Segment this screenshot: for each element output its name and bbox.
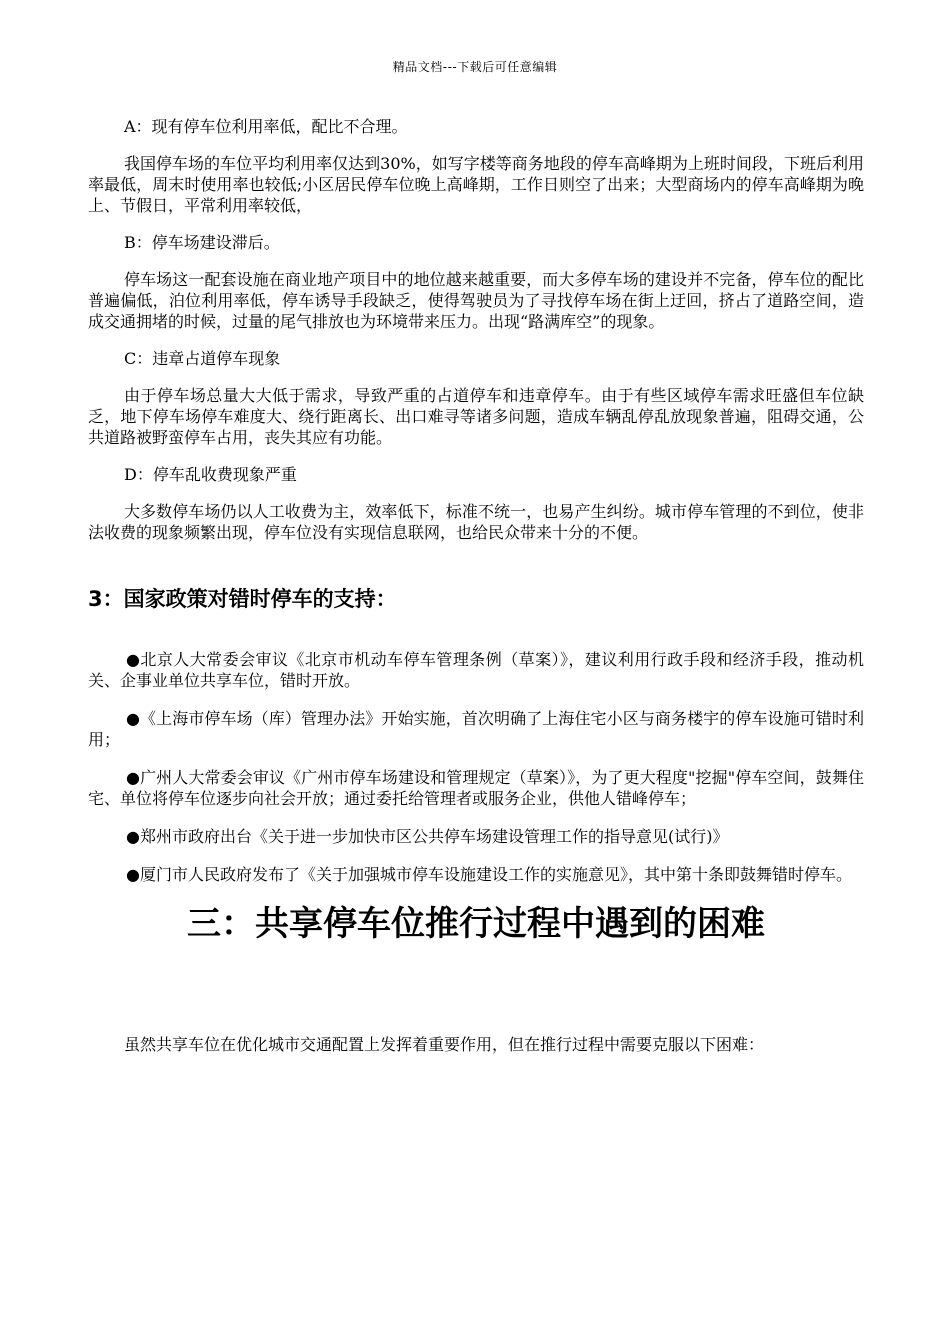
section-three-heading: 三：共享停车位推行过程中遇到的困难 [187, 904, 765, 944]
problem-d-title: D：停车乱收费现象严重 [124, 465, 297, 484]
policy-item-beijing: ●北京人大常委会审议《北京市机动车停车管理条例（草案）》，建议利用行政手段和经济手段，推动机关、企事业单位共享车位，错时开放。 [88, 650, 864, 690]
problem-d-body: 大多数停车场仍以人工收费为主，效率低下，标准不统一，也易产生纠纷。城市停车管理的不到位，使非法收费的现象频繁出现，停车位没有实现信息联网，也给民众带来十分的不便。 [88, 502, 864, 542]
problem-c-body: 由于停车场总量大大低于需求，导致严重的占道停车和违章停车。由于有些区域停车需求旺盛但车位缺乏，地下停车场停车难度大、绕行距离长、出口难寻等诸多问题，造成车辆乱停乱放现象普遍，阻碍交通，公共道路被野蛮停车占用，丧失其应有功能。 [88, 386, 864, 447]
problem-a-body: 我国停车场的车位平均利用率仅达到30%，如写字楼等商务地段的停车高峰期为上班时间段，下班后利用率最低，周末时使用率也较低;小区居民停车位晚上高峰期，工作日则空了出来；大型商场内的停车高峰期为晚上、节假日，平常利用率较低， [88, 154, 864, 215]
policy-item-shanghai: ●《上海市停车场（库）管理办法》开始实施，首次明确了上海住宅小区与商务楼宇的停车设施可错时利用； [88, 709, 864, 749]
policy-item-xiamen: ●厦门市人民政府发布了《关于加强城市停车设施建设工作的实施意见》，其中第十条即鼓舞错时停车。 [126, 865, 852, 884]
policy-item-guangzhou: ●广州人大常委会审议《广州市停车场建设和管理规定（草案）》，为了更大程度"挖掘"停车空间，鼓舞住宅、单位将停车位逐步向社会开放；通过委托给管理者或服务企业，供他人错峰停车； [88, 768, 864, 808]
problem-b-title: B：停车场建设滞后。 [124, 233, 280, 252]
page-header: 精品文档---下载后可任意编辑 [392, 60, 558, 74]
policy-heading: 3：国家政策对错时停车的支持： [88, 587, 397, 611]
document-body [88, 116, 864, 1071]
section-three-intro: 虽然共享车位在优化城市交通配置上发挥着重要作用，但在推行过程中需要克服以下困难： [124, 1035, 765, 1054]
policy-item-zhengzhou: ●郑州市政府出台《关于进一步加快市区公共停车场建设管理工作的指导意见(试行)》 [126, 827, 729, 846]
problem-b-body: 停车场这一配套设施在商业地产项目中的地位越来越重要，而大多停车场的建设并不完备，停车位的配比普遍偏低，泊位利用率低，停车诱导手段缺乏，使得驾驶员为了寻找停车场在街上迂回，挤占了道路空间，造成交通拥堵的时候，过量的尾气排放也为环境带来压力。出现“路满库空”的现象。 [88, 270, 864, 331]
problem-c-title: C：违章占道停车现象 [124, 349, 281, 368]
problem-a-title: A：现有停车位利用率低，配比不合理。 [124, 117, 408, 136]
